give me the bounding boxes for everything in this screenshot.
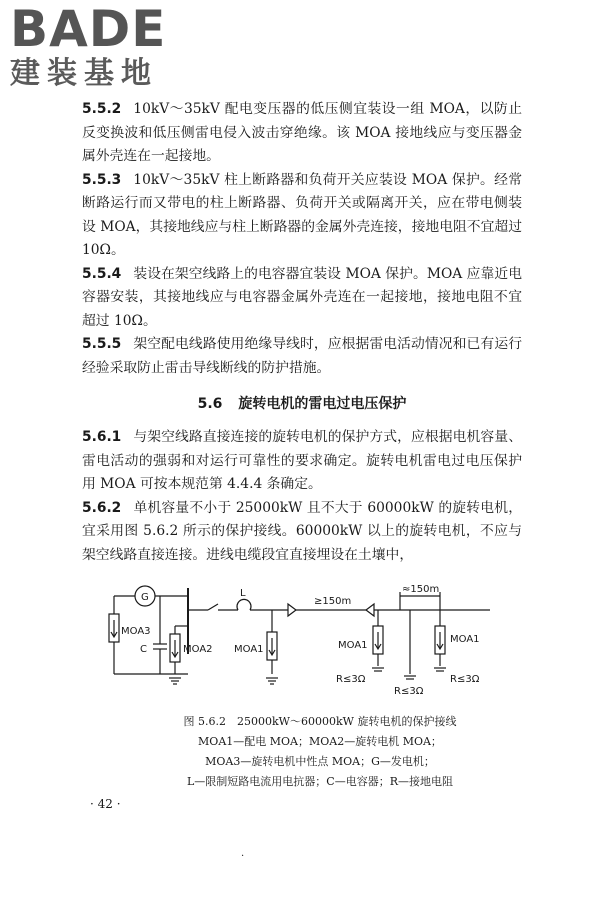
- caption-title: 图 5.6.2 25000kW～60000kW 旋转电机的保护接线: [183, 715, 457, 728]
- cable-head-right: [366, 604, 374, 616]
- caption-legend-2: MOA3—旋转电机中性点 MOA；G—发电机；: [205, 755, 435, 768]
- diagram-svg: [90, 582, 530, 707]
- clause-5-6-1: [82, 426, 522, 497]
- clause-number: 5.5.4: [82, 265, 122, 282]
- clause-text: 装设在架空线路上的电容器宜装设 MOA 保护。MOA 应靠近电容器安装，其接地线应与电容器金属外壳连在一起接地，接地电阻不宜超过 10Ω。: [82, 265, 522, 329]
- capacitor-label: C: [140, 644, 147, 655]
- page-mark: .: [241, 848, 245, 859]
- clause-5-5-2: [82, 98, 522, 169]
- clause-5-5-5: [82, 333, 522, 380]
- clause-5-6-2: [82, 497, 522, 568]
- switch-blade: [208, 604, 218, 610]
- figure-caption: [100, 712, 540, 792]
- clause-number: 5.6.2: [82, 499, 122, 516]
- resistance-label-1: R≤3Ω: [336, 674, 366, 685]
- resistance-label-3: R≤3Ω: [450, 674, 480, 685]
- section-heading-5-6: [82, 392, 522, 416]
- cable-head-left: [288, 604, 296, 616]
- clause-number: 5.5.3: [82, 171, 122, 188]
- reactor-symbol: [237, 599, 251, 610]
- clause-5-5-3: [82, 169, 522, 263]
- distance-label-2: ≈150m: [402, 584, 440, 595]
- moa2-label: MOA2: [183, 644, 213, 655]
- logo-text: BADE: [10, 0, 167, 58]
- clause-text: 单机容量不小于 25000kW 且不大于 60000kW 的旋转电机，宜采用图 5.6.2 所示的保护接线。60000kW 以上的旋转电机，不应与架空线路直接连接。进线电缆段宜直接埋设在土壤中，: [82, 499, 522, 563]
- clause-text: 与架空线路直接连接的旋转电机的保护方式，应根据电机容量、雷电活动的强弱和对运行可靠性的要求确定。旋转电机雷电过电压保护用 MOA 可按本规范第 4.4.4 条确定。: [82, 429, 522, 492]
- clause-text: 10kV～35kV 柱上断路器和负荷开关应装设 MOA 保护。经常断路运行而又带电的柱上断路器、负荷开关或隔离开关，应在带电侧装设 MOA，其接地线应与柱上断路器的金属外壳连接，接地电阻不宜超过 10Ω。: [82, 171, 522, 258]
- page-number: · 42 ·: [90, 797, 121, 811]
- moa1a-label: MOA1: [234, 644, 264, 655]
- clause-number: 5.5.5: [82, 336, 122, 352]
- resistance-label-2: R≤3Ω: [394, 686, 424, 697]
- clause-text: 10kV～35kV 配电变压器的低压侧宜装设一组 MOA，以防止反变换波和低压侧雷电侵入波击穿绝缘。该 MOA 接地线应与变压器金属外壳连在一起接地。: [82, 101, 522, 164]
- logo-subtitle: 建装基地: [10, 56, 158, 91]
- moa1c-label: MOA1: [450, 634, 480, 645]
- clause-number: 5.6.1: [82, 429, 122, 445]
- clause-5-5-4: [82, 263, 522, 334]
- document-body: [82, 98, 522, 567]
- caption-legend-3: L—限制短路电流用电抗器；C—电容器；R—接地电阻: [186, 775, 453, 788]
- caption-legend-1: MOA1—配电 MOA；MOA2—旋转电机 MOA；: [198, 735, 442, 748]
- generator-label: G: [141, 592, 149, 603]
- distance-label-1: ≥150m: [314, 596, 352, 607]
- section-title-text: 旋转电机的雷电过电压保护: [238, 396, 407, 412]
- moa3-label: MOA3: [121, 626, 151, 637]
- clause-number: 5.5.2: [82, 101, 122, 117]
- reactor-label: L: [240, 588, 246, 599]
- protection-wiring-diagram: [90, 582, 530, 711]
- logo: [10, 0, 167, 92]
- moa1b-label: MOA1: [338, 640, 368, 651]
- section-number: 5.6: [197, 396, 223, 412]
- clause-text: 架空配电线路使用绝缘导线时，应根据雷电活动情况和已有运行经验采取防止雷击导线断线的防护措施。: [82, 336, 522, 376]
